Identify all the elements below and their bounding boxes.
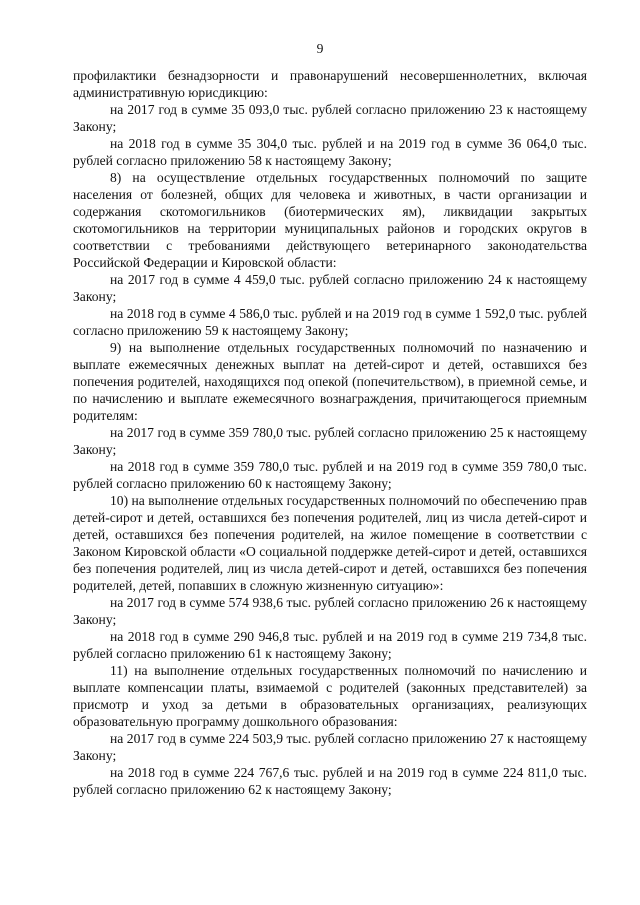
paragraph: на 2017 год в сумме 574 938,6 тыс. рублей согласно приложению 26 к настоящему Закону; [73, 595, 587, 627]
paragraph-item-10: 10) на выполнение отдельных государственных полномочий по обеспечению прав детей-сирот и детей, оставшихся без попечения родителей, лиц из числа детей-сирот и детей, оставшихся без попечения родителей, на жилое помещение в соответствии с Законом Кировской области «О социальной поддержке детей-сирот и детей, оставшихся без попечения родителей, лиц из числа детей-сирот и детей, оставшихся без попечения родителей, детей, попавших в сложную жизненную ситуацию»: [73, 493, 587, 593]
paragraph-continuation: профилактики безнадзорности и правонарушений несовершеннолетних, включая административную юрисдикцию: [73, 68, 587, 100]
paragraph: на 2017 год в сумме 224 503,9 тыс. рублей согласно приложению 27 к настоящему Закону; [73, 731, 587, 763]
paragraph: на 2018 год в сумме 35 304,0 тыс. рублей и на 2019 год в сумме 36 064,0 тыс. рублей согласно приложению 58 к настоящему Закону; [73, 136, 587, 168]
paragraph-item-11: 11) на выполнение отдельных государственных полномочий по начислению и выплате компенсации платы, взимаемой с родителей (законных представителей) за присмотр и уход за детьми в образовательных организациях, реализующих образовательную программу дошкольного образования: [73, 663, 587, 729]
paragraph: на 2018 год в сумме 359 780,0 тыс. рублей и на 2019 год в сумме 359 780,0 тыс. рублей согласно приложению 60 к настоящему Закону; [73, 459, 587, 491]
body-text [73, 67, 587, 798]
paragraph: на 2017 год в сумме 35 093,0 тыс. рублей согласно приложению 23 к настоящему Закону; [73, 102, 587, 134]
page-number: 9 [316, 41, 324, 56]
paragraph-item-9: 9) на выполнение отдельных государственных полномочий по назначению и выплате ежемесячных денежных выплат на детей-сирот и детей, оставшихся без попечения родителей, находящихся под опекой (попечительством), в приемной семье, и по начислению и выплате ежемесячного вознаграждения, причитающегося приемным родителям: [73, 340, 587, 423]
paragraph-item-8: 8) на осуществление отдельных государственных полномочий по защите населения от болезней, общих для человека и животных, в части организации и содержания скотомогильников (биотермических ям), ликвидации закрытых скотомогильников на территории муниципальных районов и городских округов в соответствии с требованиями действующего ветеринарного законодательства Российской Федерации и Кировской области: [73, 170, 587, 270]
paragraph: на 2018 год в сумме 290 946,8 тыс. рублей и на 2019 год в сумме 219 734,8 тыс. рублей согласно приложению 61 к настоящему Закону; [73, 629, 587, 661]
paragraph: на 2018 год в сумме 224 767,6 тыс. рублей и на 2019 год в сумме 224 811,0 тыс. рублей согласно приложению 62 к настоящему Закону; [73, 765, 587, 797]
paragraph: на 2017 год в сумме 359 780,0 тыс. рублей согласно приложению 25 к настоящему Закону; [73, 425, 587, 457]
paragraph: на 2017 год в сумме 4 459,0 тыс. рублей согласно приложению 24 к настоящему Закону; [73, 272, 587, 304]
paragraph: на 2018 год в сумме 4 586,0 тыс. рублей и на 2019 год в сумме 1 592,0 тыс. рублей согласно приложению 59 к настоящему Закону; [73, 306, 587, 338]
